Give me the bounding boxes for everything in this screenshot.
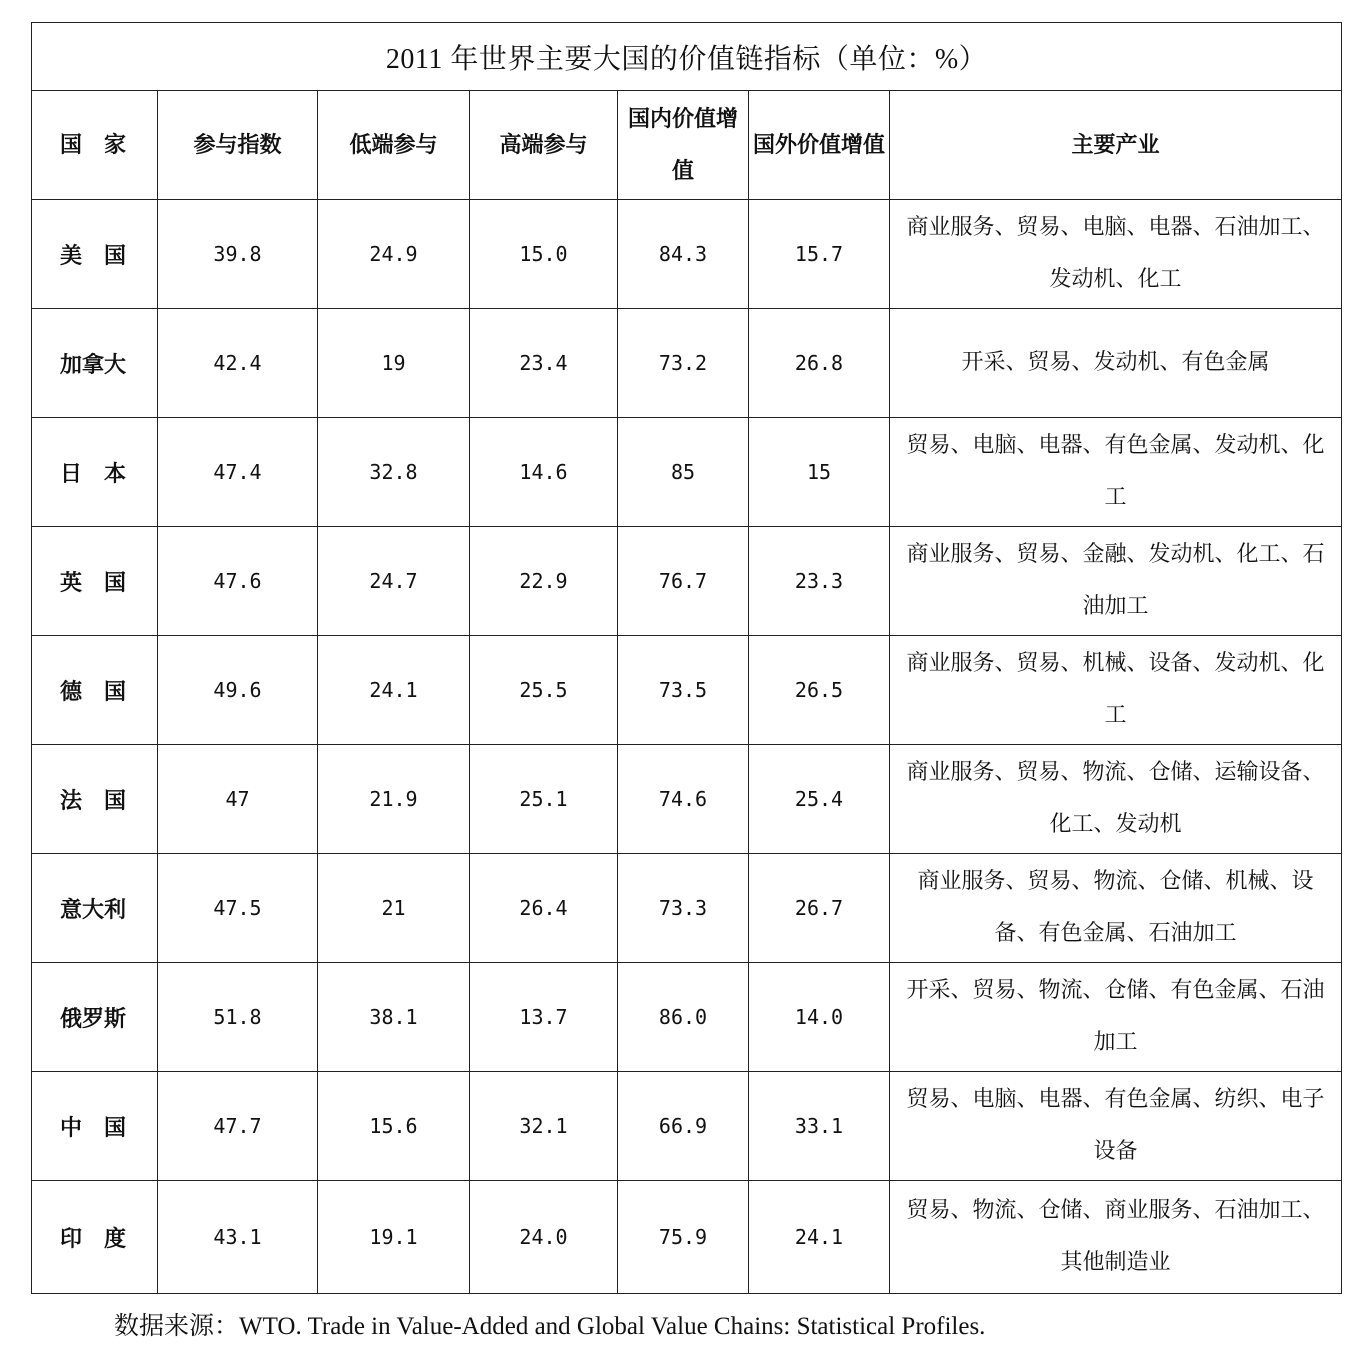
high-end-cell: 13.7 <box>470 963 618 1072</box>
low-end-cell: 15.6 <box>318 1072 470 1181</box>
country-cell: 德 国 <box>32 636 158 745</box>
industries-cell: 贸易、电脑、电器、有色金属、纺织、电子设备 <box>890 1072 1342 1181</box>
low-end-cell: 19.1 <box>318 1181 470 1294</box>
foreign-va-cell: 14.0 <box>749 963 890 1072</box>
low-end-cell: 21 <box>318 854 470 963</box>
participation-cell: 43.1 <box>158 1181 318 1294</box>
industries-cell: 商业服务、贸易、电脑、电器、石油加工、发动机、化工 <box>890 200 1342 309</box>
low-end-cell: 38.1 <box>318 963 470 1072</box>
header-high-end-participation: 高端参与 <box>470 91 618 200</box>
low-end-cell: 21.9 <box>318 745 470 854</box>
high-end-cell: 23.4 <box>470 309 618 418</box>
foreign-va-cell: 24.1 <box>749 1181 890 1294</box>
participation-cell: 51.8 <box>158 963 318 1072</box>
high-end-cell: 15.0 <box>470 200 618 309</box>
data-source-note: 数据来源：WTO. Trade in Value-Added and Global Value Chains: Statistical Profiles. <box>114 1313 986 1340</box>
high-end-cell: 25.5 <box>470 636 618 745</box>
country-cell: 法 国 <box>32 745 158 854</box>
industries-cell: 商业服务、贸易、金融、发动机、化工、石油加工 <box>890 527 1342 636</box>
high-end-cell: 32.1 <box>470 1072 618 1181</box>
foreign-va-cell: 15 <box>749 418 890 527</box>
header-low-end-participation: 低端参与 <box>318 91 470 200</box>
table-row <box>32 418 1342 527</box>
header-domestic-value-added: 国内价值增值 <box>618 91 749 200</box>
domestic-va-cell: 73.3 <box>618 854 749 963</box>
country-cell: 中 国 <box>32 1072 158 1181</box>
participation-cell: 39.8 <box>158 200 318 309</box>
participation-cell: 47.7 <box>158 1072 318 1181</box>
country-cell: 意大利 <box>32 854 158 963</box>
low-end-cell: 19 <box>318 309 470 418</box>
high-end-cell: 26.4 <box>470 854 618 963</box>
foreign-va-cell: 25.4 <box>749 745 890 854</box>
table-row <box>32 527 1342 636</box>
domestic-va-cell: 84.3 <box>618 200 749 309</box>
table-row <box>32 636 1342 745</box>
industries-cell: 商业服务、贸易、物流、仓储、机械、设备、有色金属、石油加工 <box>890 854 1342 963</box>
value-chain-table <box>31 22 1342 1294</box>
participation-cell: 49.6 <box>158 636 318 745</box>
participation-cell: 47 <box>158 745 318 854</box>
industries-cell: 开采、贸易、发动机、有色金属 <box>890 309 1342 418</box>
industries-cell: 开采、贸易、物流、仓储、有色金属、石油加工 <box>890 963 1342 1072</box>
country-cell: 美 国 <box>32 200 158 309</box>
industries-cell: 商业服务、贸易、机械、设备、发动机、化工 <box>890 636 1342 745</box>
header-country: 国 家 <box>32 91 158 200</box>
foreign-va-cell: 15.7 <box>749 200 890 309</box>
table-row <box>32 1072 1342 1181</box>
foreign-va-cell: 26.7 <box>749 854 890 963</box>
low-end-cell: 24.9 <box>318 200 470 309</box>
header-participation-index: 参与指数 <box>158 91 318 200</box>
participation-cell: 42.4 <box>158 309 318 418</box>
low-end-cell: 32.8 <box>318 418 470 527</box>
domestic-va-cell: 73.2 <box>618 309 749 418</box>
table-row <box>32 745 1342 854</box>
foreign-va-cell: 26.8 <box>749 309 890 418</box>
header-main-industries: 主要产业 <box>890 91 1342 200</box>
high-end-cell: 14.6 <box>470 418 618 527</box>
domestic-va-cell: 86.0 <box>618 963 749 1072</box>
high-end-cell: 24.0 <box>470 1181 618 1294</box>
domestic-va-cell: 66.9 <box>618 1072 749 1181</box>
domestic-va-cell: 75.9 <box>618 1181 749 1294</box>
country-cell: 俄罗斯 <box>32 963 158 1072</box>
country-cell: 日 本 <box>32 418 158 527</box>
high-end-cell: 22.9 <box>470 527 618 636</box>
domestic-va-cell: 74.6 <box>618 745 749 854</box>
industries-cell: 商业服务、贸易、物流、仓储、运输设备、化工、发动机 <box>890 745 1342 854</box>
domestic-va-cell: 76.7 <box>618 527 749 636</box>
industries-cell: 贸易、物流、仓储、商业服务、石油加工、其他制造业 <box>890 1181 1342 1294</box>
table-title: 2011 年世界主要大国的价值链指标（单位：%） <box>32 23 1342 91</box>
table-row <box>32 854 1342 963</box>
country-cell: 加拿大 <box>32 309 158 418</box>
participation-cell: 47.6 <box>158 527 318 636</box>
header-foreign-value-added: 国外价值增值 <box>749 91 890 200</box>
low-end-cell: 24.1 <box>318 636 470 745</box>
table-row <box>32 963 1342 1072</box>
participation-cell: 47.4 <box>158 418 318 527</box>
domestic-va-cell: 73.5 <box>618 636 749 745</box>
industries-cell: 贸易、电脑、电器、有色金属、发动机、化工 <box>890 418 1342 527</box>
table-row <box>32 1181 1342 1294</box>
participation-cell: 47.5 <box>158 854 318 963</box>
foreign-va-cell: 33.1 <box>749 1072 890 1181</box>
low-end-cell: 24.7 <box>318 527 470 636</box>
foreign-va-cell: 23.3 <box>749 527 890 636</box>
country-cell: 英 国 <box>32 527 158 636</box>
domestic-va-cell: 85 <box>618 418 749 527</box>
country-cell: 印 度 <box>32 1181 158 1294</box>
high-end-cell: 25.1 <box>470 745 618 854</box>
table-row <box>32 309 1342 418</box>
foreign-va-cell: 26.5 <box>749 636 890 745</box>
table-row <box>32 200 1342 309</box>
